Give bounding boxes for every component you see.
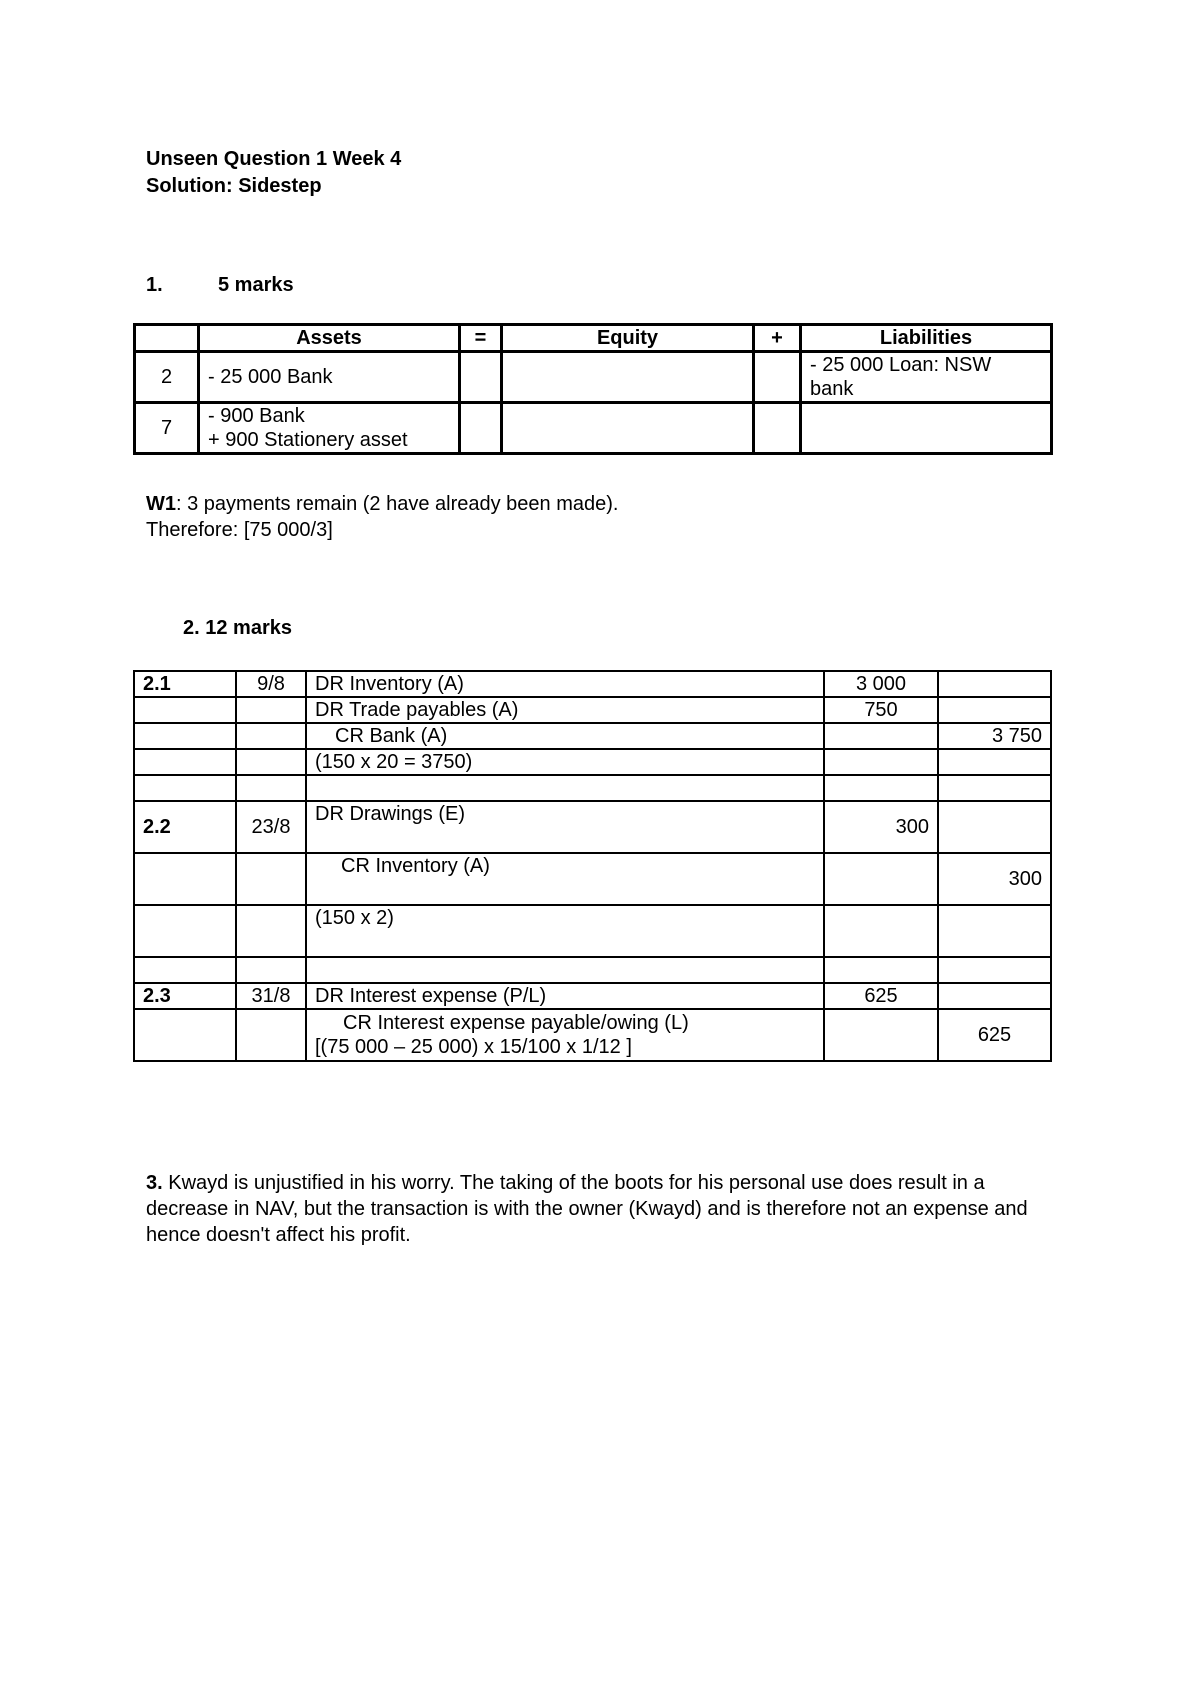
header-assets: Assets <box>199 325 460 352</box>
journal-date <box>236 853 306 905</box>
journal-ref <box>134 749 236 775</box>
journal-ref <box>134 957 236 983</box>
plus-cell <box>754 352 801 403</box>
journal-row <box>134 749 1051 775</box>
liabilities-cell <box>801 352 1052 403</box>
journal-dr <box>824 1009 938 1061</box>
assets-line-2: + 900 Stationery asset <box>208 429 408 451</box>
journal-row <box>134 905 1051 957</box>
journal-row <box>134 775 1051 801</box>
journal-ref <box>134 697 236 723</box>
equation-row <box>135 403 1052 454</box>
journal-dr <box>824 957 938 983</box>
journal-cr <box>938 957 1051 983</box>
journal-date <box>236 1009 306 1061</box>
journal-desc <box>306 957 824 983</box>
question-2-heading: 2. 12 marks <box>183 617 292 639</box>
journal-row <box>134 853 1051 905</box>
question-1-number: 1. <box>146 274 163 296</box>
assets-cell <box>199 352 460 403</box>
journal-date <box>236 905 306 957</box>
journal-desc: DR Interest expense (P/L) <box>306 983 824 1009</box>
journal-desc: DR Drawings (E) <box>306 801 824 853</box>
journal-ref <box>134 775 236 801</box>
liabilities-line-2: bank <box>810 378 854 400</box>
question-3-answer <box>146 1170 1056 1248</box>
journal-row <box>134 697 1051 723</box>
liabilities-line-1: - 25 000 Loan: NSW <box>810 354 992 376</box>
journal-desc <box>306 1009 824 1061</box>
journal-desc-line-1: CR Interest expense payable/owing (L) <box>343 1012 689 1034</box>
working-note-w1 <box>146 491 618 543</box>
journal-dr <box>824 723 938 749</box>
journal-date: 31/8 <box>236 983 306 1009</box>
journal-cr: 300 <box>938 853 1051 905</box>
liabilities-cell <box>801 403 1052 454</box>
question-1-heading <box>146 274 294 297</box>
journal-date <box>236 697 306 723</box>
journal-dr <box>824 749 938 775</box>
journal-dr <box>824 905 938 957</box>
journal-dr: 750 <box>824 697 938 723</box>
journal-dr: 3 000 <box>824 671 938 697</box>
header-equals: = <box>460 325 502 352</box>
journal-desc: CR Bank (A) <box>306 723 824 749</box>
journal-desc: (150 x 20 = 3750) <box>306 749 824 775</box>
journal-cr: 3 750 <box>938 723 1051 749</box>
journal-ref: 2.3 <box>134 983 236 1009</box>
journal-desc-line-2: [(75 000 – 25 000) x 15/100 x 1/12 ] <box>315 1036 632 1058</box>
journal-cr <box>938 775 1051 801</box>
journal-date <box>236 749 306 775</box>
journal-date <box>236 723 306 749</box>
equation-row <box>135 352 1052 403</box>
journal-row <box>134 983 1051 1009</box>
equals-cell <box>460 352 502 403</box>
journal-row <box>134 801 1051 853</box>
header-liabilities: Liabilities <box>801 325 1052 352</box>
journal-date <box>236 957 306 983</box>
assets-line-1: - 900 Bank <box>208 405 305 427</box>
question-1-marks: 5 marks <box>218 274 294 296</box>
journal-ref: 2.1 <box>134 671 236 697</box>
question-3-number: 3. <box>146 1172 163 1194</box>
journal-cr <box>938 983 1051 1009</box>
journal-desc <box>306 775 824 801</box>
journal-desc: DR Trade payables (A) <box>306 697 824 723</box>
document-header <box>146 146 401 200</box>
equity-cell <box>502 403 754 454</box>
journal-desc: DR Inventory (A) <box>306 671 824 697</box>
journal-row <box>134 671 1051 697</box>
document-subtitle: Solution: Sidestep <box>146 175 322 197</box>
journal-cr: 625 <box>938 1009 1051 1061</box>
equals-cell <box>460 403 502 454</box>
journal-ref: 2.2 <box>134 801 236 853</box>
assets-cell <box>199 403 460 454</box>
w1-label: W1 <box>146 493 176 515</box>
journal-ref <box>134 905 236 957</box>
journal-desc: (150 x 2) <box>306 905 824 957</box>
journal-ref <box>134 723 236 749</box>
journal-cr <box>938 671 1051 697</box>
row-ref: 7 <box>135 403 199 454</box>
journal-date: 23/8 <box>236 801 306 853</box>
journal-table <box>133 670 1052 1062</box>
journal-dr <box>824 775 938 801</box>
journal-dr: 625 <box>824 983 938 1009</box>
journal-desc: CR Inventory (A) <box>306 853 824 905</box>
header-ref <box>135 325 199 352</box>
header-equity: Equity <box>502 325 754 352</box>
equation-header-row <box>135 325 1052 352</box>
question-3-text: Kwayd is unjustified in his worry. The taking of the boots for his personal use does result in a decrease in NAV, but the transaction is with the owner (Kwayd) and is therefore not an expense and hence doesn't affect his profit. <box>146 1172 1028 1246</box>
equity-cell <box>502 352 754 403</box>
journal-dr <box>824 853 938 905</box>
journal-dr: 300 <box>824 801 938 853</box>
journal-ref <box>134 1009 236 1061</box>
journal-cr <box>938 801 1051 853</box>
journal-date: 9/8 <box>236 671 306 697</box>
row-ref: 2 <box>135 352 199 403</box>
document-title: Unseen Question 1 Week 4 <box>146 148 402 170</box>
plus-cell <box>754 403 801 454</box>
accounting-equation-table <box>133 323 1053 455</box>
journal-cr <box>938 749 1051 775</box>
journal-cr <box>938 697 1051 723</box>
journal-row <box>134 1009 1051 1061</box>
journal-cr <box>938 905 1051 957</box>
w1-line-2: Therefore: [75 000/3] <box>146 519 333 541</box>
header-plus: + <box>754 325 801 352</box>
journal-date <box>236 775 306 801</box>
assets-line-1: - 25 000 Bank <box>208 366 333 388</box>
journal-row <box>134 723 1051 749</box>
journal-row <box>134 957 1051 983</box>
journal-ref <box>134 853 236 905</box>
w1-text: : 3 payments remain (2 have already been made). <box>176 493 619 515</box>
